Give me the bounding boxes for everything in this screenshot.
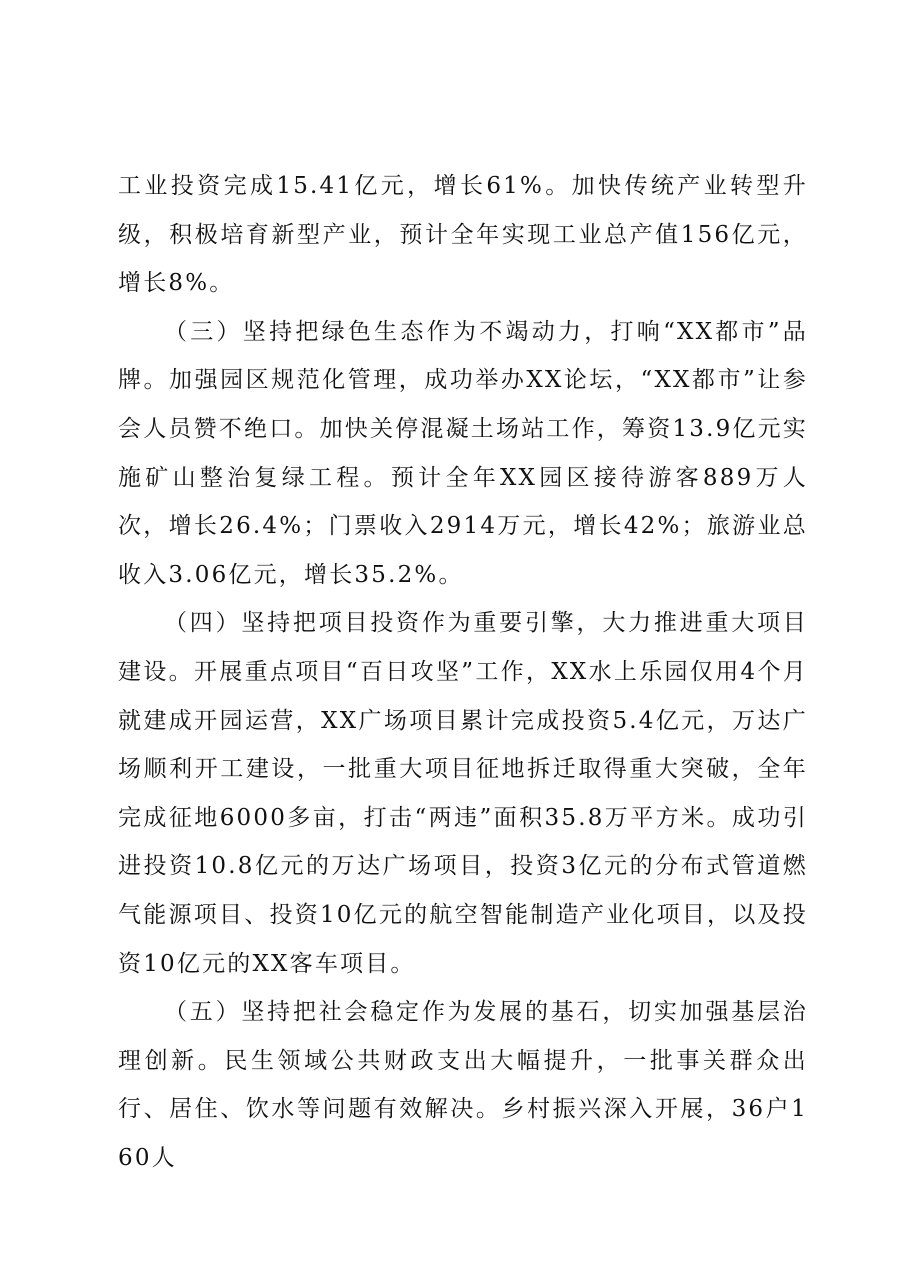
paragraph-industry-investment: 工业投资完成15.41亿元，增长61%。加快传统产业转型升级，积极培育新型产业，预计全年实现工业总产值156亿元，增长8%。 <box>118 173 808 297</box>
document-body <box>118 162 808 1182</box>
paragraph-green-ecology: （三）坚持把绿色生态作为不竭动力，打响“XX都市”品牌。加强园区规范化管理，成功举办XX论坛，“XX都市”让参会人员赞不绝口。加快关停混凝土场站工作，筹资13.9亿元实施矿山整治复绿工程。预计全年XX园区接待游客889万人次，增长26.4%；门票收入2914万元，增长42%；旅游业总收入3.06亿元，增长35.2%。 <box>118 318 809 588</box>
paragraph-social-stability: （五）坚持把社会稳定作为发展的基石，切实加强基层治理创新。民生领域公共财政支出大幅提升，一批事关群众出行、居住、饮水等问题有效解决。乡村振兴深入开展，36户160人 <box>118 999 808 1171</box>
paragraph-project-investment: （四）坚持把项目投资作为重要引擎，大力推进重大项目建设。开展重点项目“百日攻坚”工作，XX水上乐园仅用4个月就建成开园运营，XX广场项目累计完成投资5.4亿元，万达广场顺利开工建设，一批重大项目征地拆迁取得重大突破，全年完成征地6000多亩，打击“两违”面积35.8万平方米。成功引进投资10.8亿元的万达广场项目，投资3亿元的分布式管道燃气能源项目、投资10亿元的航空智能制造产业化项目，以及投资10亿元的XX客车项目。 <box>118 610 808 977</box>
